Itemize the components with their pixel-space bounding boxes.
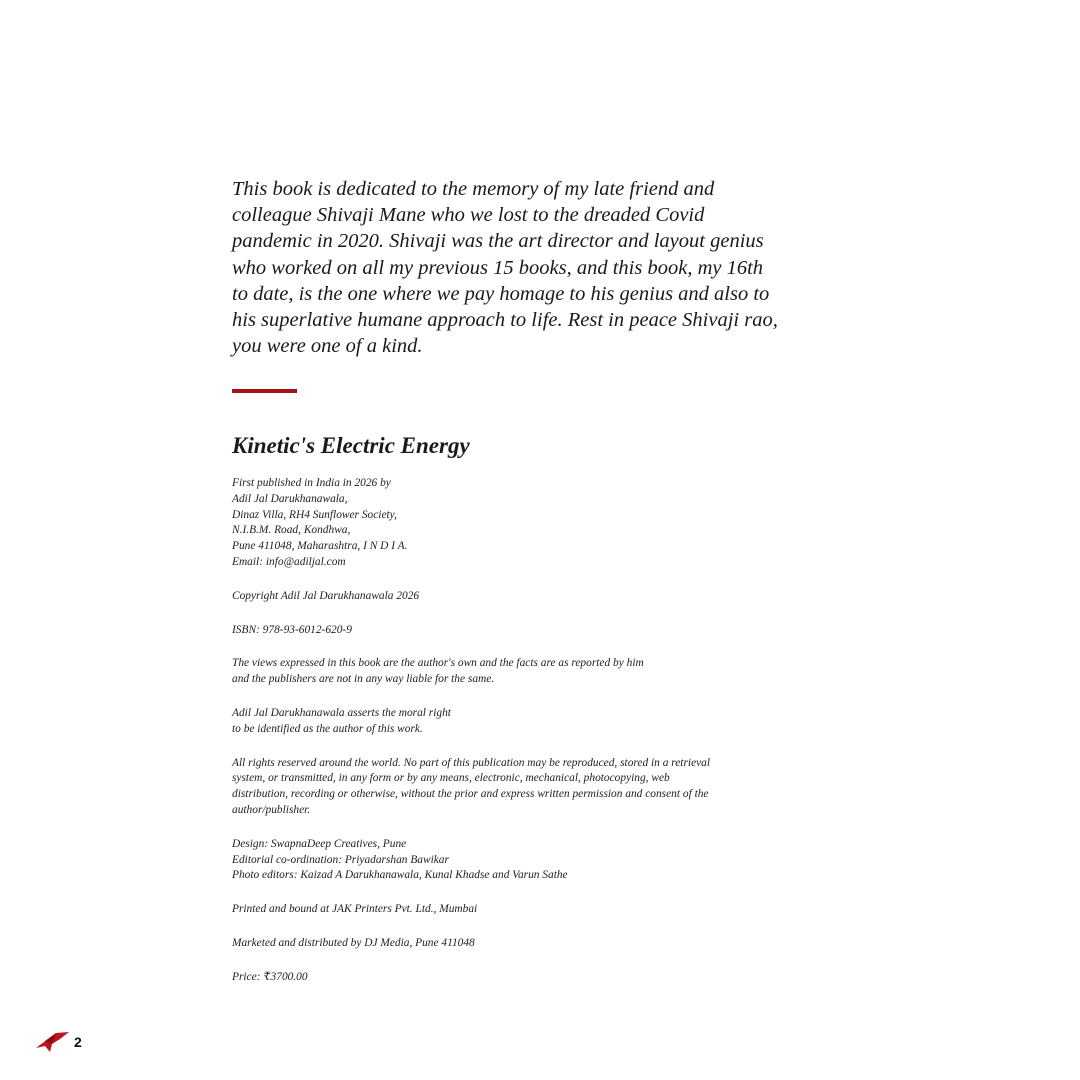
credits-line: Editorial co-ordination: Priyadarshan Bawikar [232, 853, 449, 866]
credits-block [232, 837, 792, 884]
moral-right-line: to be identified as the author of this work. [232, 722, 423, 735]
isbn-line: ISBN: 978-93-6012-620-9 [232, 623, 352, 636]
moral-right-block [232, 706, 792, 738]
book-title: Kinetic's Electric Energy [232, 433, 470, 458]
rights-block [232, 756, 792, 819]
rights-line: All rights reserved around the world. No part of this publication may be reproduced, stored in a retrieval [232, 756, 711, 769]
isbn-block [232, 623, 792, 639]
credits-line: Design: SwapnaDeep Creatives, Pune [232, 837, 407, 850]
copyright-block [232, 589, 792, 605]
price-line: Price: ₹3700.00 [232, 970, 308, 983]
dedication-line: who worked on all my previous 15 books, and this book, my 16th [232, 256, 764, 279]
moral-right-line: Adil Jal Darukhanawala asserts the moral right [232, 706, 451, 719]
publisher-block [232, 476, 792, 571]
dedication-line: you were one of a kind. [232, 335, 423, 358]
printer-block [232, 902, 792, 918]
page-number: 2 [74, 1034, 82, 1050]
dedication-line: to date, is the one where we pay homage to his genius and also to [232, 282, 770, 305]
bird-logo-icon [36, 1031, 70, 1053]
dedication-line: colleague Shivaji Mane who we lost to the dreaded Covid [232, 204, 705, 227]
disclaimer-block [232, 656, 792, 688]
dedication-line: pandemic in 2020. Shivaji was the art director and layout genius [232, 230, 764, 253]
dedication-line: This book is dedicated to the memory of my late friend and [232, 178, 715, 200]
accent-divider [232, 389, 297, 393]
dedication-line: his superlative humane approach to life. Rest in peace Shivaji rao, [232, 309, 778, 332]
price-block [232, 970, 792, 986]
rights-line: distribution, recording or otherwise, without the prior and express written permission and consent of the [232, 788, 709, 801]
distribution-block [232, 936, 792, 952]
publisher-line: Adil Jal Darukhanawala, [232, 492, 348, 505]
publisher-line: First published in India in 2026 by [232, 477, 391, 489]
disclaimer-line: and the publishers are not in any way liable for the same. [232, 673, 495, 686]
copyright-line: Copyright Adil Jal Darukhanawala 2026 [232, 589, 420, 602]
publisher-line: N.I.B.M. Road, Kondhwa, [232, 524, 351, 537]
printer-line: Printed and bound at JAK Printers Pvt. Ltd., Mumbai [232, 903, 478, 916]
publisher-line: Pune 411048, Maharashtra, I N D I A. [232, 540, 408, 553]
credits-line: Photo editors: Kaizad A Darukhanawala, Kunal Khadse and Varun Sathe [232, 869, 568, 882]
distribution-line: Marketed and distributed by DJ Media, Pune 411048 [232, 936, 475, 949]
disclaimer-line: The views expressed in this book are the author's own and the facts are as reported by him [232, 657, 644, 670]
rights-line: author/publisher. [232, 803, 311, 816]
dedication-text [232, 176, 792, 359]
publisher-line: Dinaz Villa, RH4 Sunflower Society, [232, 508, 397, 521]
imprint-section [232, 476, 792, 1004]
rights-line: system, or transmitted, in any form or by any means, electronic, mechanical, photocopying, web [232, 772, 670, 785]
page-footer [36, 1030, 82, 1054]
publisher-email: Email: info@adiljal.com [232, 555, 346, 568]
